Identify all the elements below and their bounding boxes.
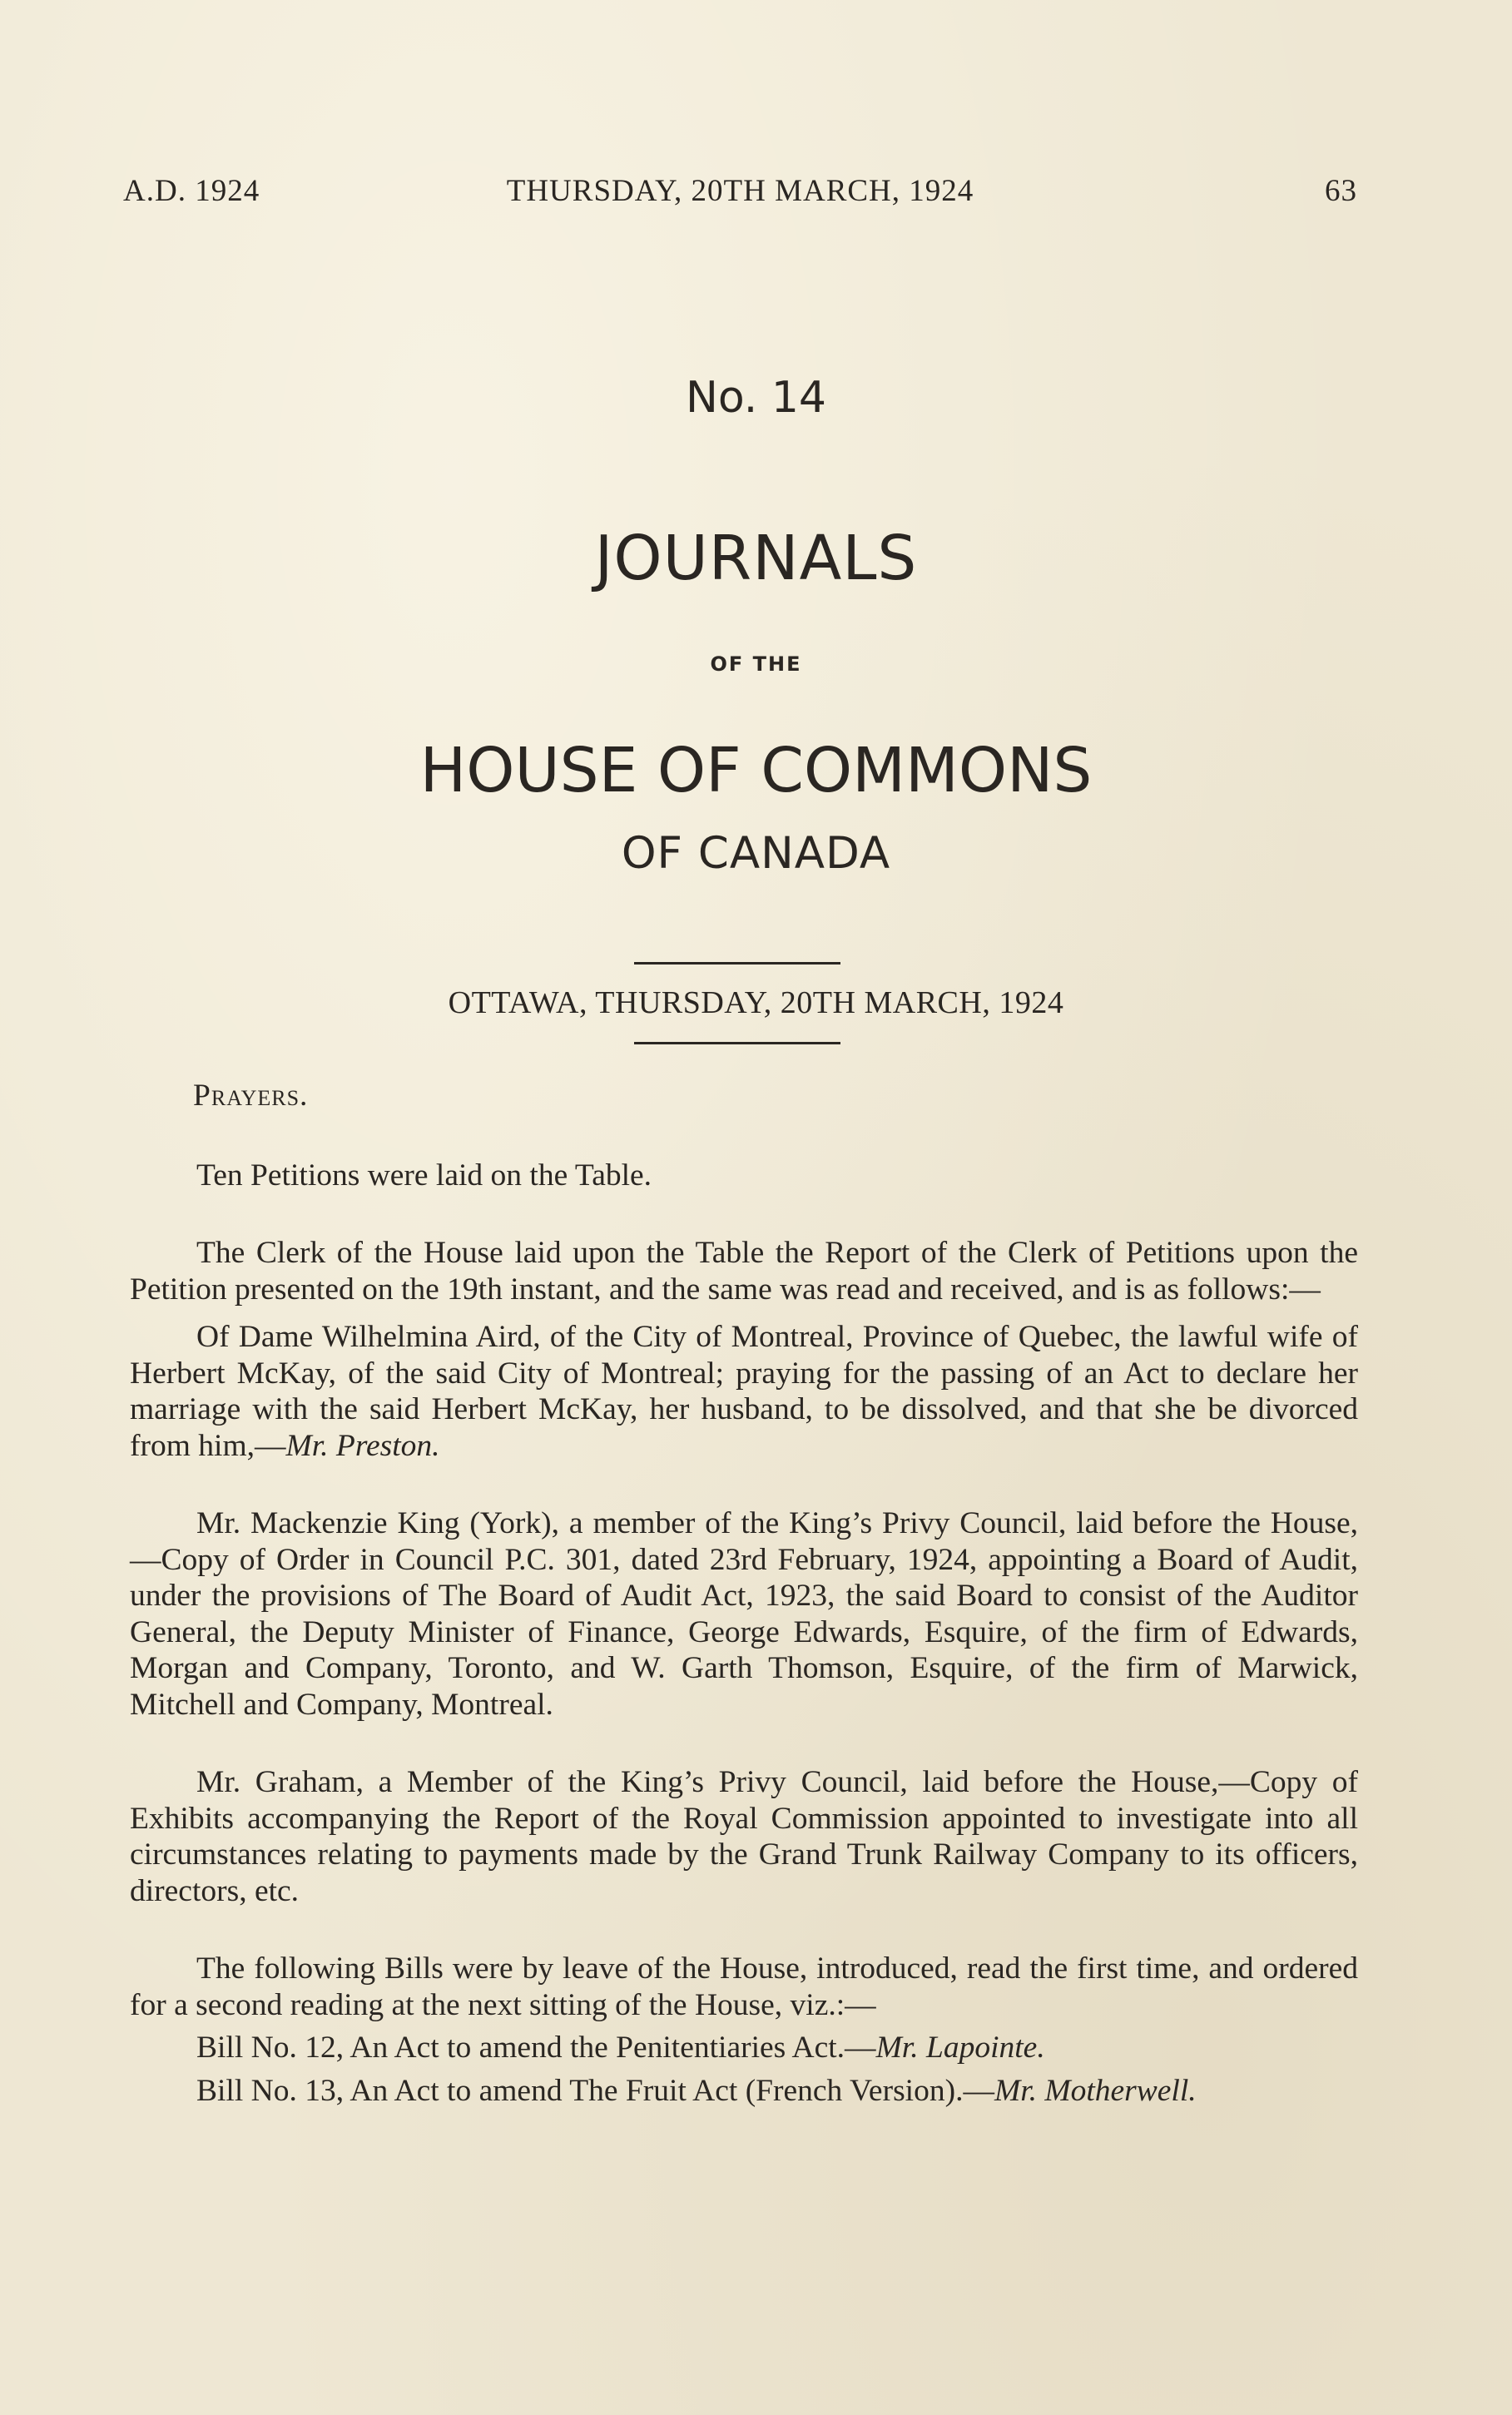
page-number: 63 [1325,174,1357,208]
petitions-paragraph: Ten Petitions were laid on the Table. [196,1158,652,1193]
journal-body [130,1078,1358,2109]
bill-13-paragraph: Bill No. 13, An Act to amend The Fruit Act (French Version).—Mr. Motherwell. [196,2073,1197,2108]
of-the-label: OF THE [710,652,802,676]
bill-13-member: Mr. Motherwell. [994,2073,1197,2108]
bill-12-member: Mr. Lapointe. [875,2031,1045,2065]
journals-title: JOURNALS [594,523,918,594]
king-order-paragraph: Mr. Mackenzie King (York), a member of the King’s Privy Council, laid before the House,—Copy of Order in Council P.C. 301, dated 23rd February, 1924, appointing a Board of Audit, under the provisions of The Board of Audit Act, 1923, the said Board to consist of the Auditor General, the Deputy Minister of Finance, George Edwards, Esquire, of the firm of Edwards, Morgan and Company, Toronto, and W. Garth Thomson, Esquire, of the firm of Marwick, Mitchell and Company, Montreal. [130,1506,1358,1722]
bill-12-paragraph: Bill No. 12, An Act to amend the Penitentiaries Act.—Mr. Lapointe. [196,2031,1045,2065]
of-canada-title: OF CANADA [621,828,891,879]
bottom-rule [634,1042,840,1044]
running-head-year: A.D. 1924 [123,174,260,208]
top-rule [634,962,840,965]
prayers-paragraph: Prayers. [193,1079,309,1113]
house-of-commons-title: HOUSE OF COMMONS [419,735,1093,806]
clerk-report-paragraph: The Clerk of the House laid upon the Table the Report of the Clerk of Petitions upon the Petition presented on the 19th instant, and the same was read and received, and is as follows:— [130,1236,1358,1307]
aird-petition-paragraph: Of Dame Wilhelmina Aird, of the City of Montreal, Province of Quebec, the lawful wife of Herbert McKay, of the said City of Montreal; praying for the passing of an Act to declare her marriage with the said Herbert McKay, her husband, to be dissolved, and that she be divorced from him,—Mr. Preston. [130,1320,1358,1463]
graham-exhibits-paragraph: Mr. Graham, a Member of the King’s Privy Council, laid before the House,—Copy of Exhibits accompanying the Report of the Royal Commission appointed to investigate into all circumstances relating to payments made by the Grand Trunk Railway Company to its officers, directors, etc. [130,1765,1358,1908]
running-head-date: THURSDAY, 20TH MARCH, 1924 [506,174,974,208]
aird-member-name: Mr. Preston. [285,1428,440,1463]
dateline: OTTAWA, THURSDAY, 20TH MARCH, 1924 [448,985,1064,1020]
running-head [123,173,1357,215]
bills-intro-paragraph: The following Bills were by leave of the House, introduced, read the first time, and ordered for a second reading at the next sitting of the House, viz.:— [130,1951,1358,2022]
issue-number: No. 14 [685,373,827,423]
